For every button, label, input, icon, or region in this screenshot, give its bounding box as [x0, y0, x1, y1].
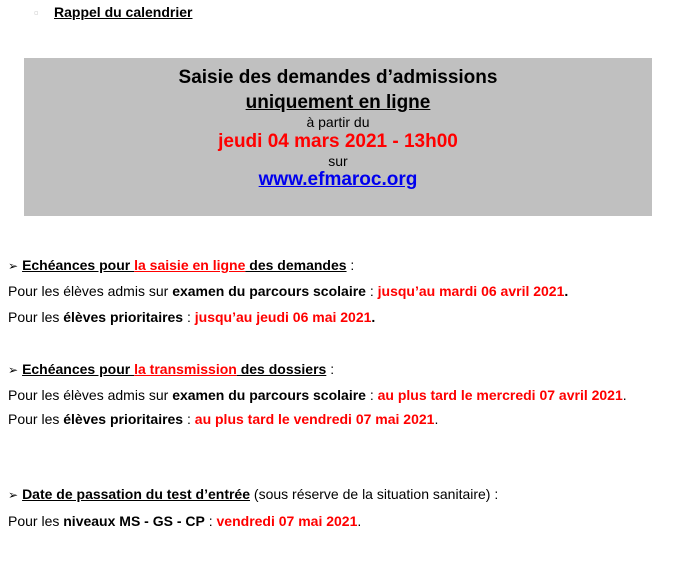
paragraph-exam-students [8, 386, 663, 404]
section-title-colon: : [326, 361, 335, 377]
section-online-deadlines [8, 256, 663, 326]
section-title-part: des demandes [245, 257, 347, 273]
paragraph-levels [8, 512, 663, 530]
box-line-on: sur [328, 153, 348, 169]
text: : [365, 283, 378, 299]
paragraph-priority-students [8, 308, 663, 326]
text: . [371, 309, 376, 325]
text: Pour les élèves admis sur [8, 387, 173, 403]
deadline-text: jusqu’au mardi 06 avril 2021 [377, 283, 565, 299]
header-title: Rappel du calendrier [54, 4, 193, 20]
box-line-date: jeudi 04 mars 2021 - 13h00 [218, 131, 458, 152]
arrow-right-icon: ➢ [8, 488, 19, 502]
paragraph-exam-students [8, 282, 663, 300]
text: . [357, 513, 362, 529]
page-header [34, 4, 192, 20]
arrow-right-icon: ➢ [8, 363, 19, 377]
announcement-box [24, 58, 652, 216]
bold-text: examen du parcours scolaire [172, 387, 366, 403]
text: Pour les [8, 309, 64, 325]
deadline-text: au plus tard le mercredi 07 avril 2021 [377, 387, 623, 403]
box-line-title: Saisie des demandes d’admissions [178, 67, 498, 88]
text: . [564, 283, 569, 299]
text: Pour les [8, 411, 64, 427]
text: . [434, 411, 439, 427]
box-line-online: uniquement en ligne [245, 92, 431, 113]
section-title [8, 360, 663, 379]
text: : [204, 513, 217, 529]
deadline-text: jusqu’au jeudi 06 mai 2021 [194, 309, 372, 325]
section-entrance-test [8, 485, 663, 530]
text: . [622, 387, 627, 403]
section-title-part: Date de passation du test d’entrée [22, 486, 251, 502]
section-title-part: Echéances pour [22, 257, 135, 273]
text: : [365, 387, 378, 403]
section-title-part: des dossiers [236, 361, 327, 377]
bold-text: élèves prioritaires [63, 309, 184, 325]
deadline-text: au plus tard le vendredi 07 mai 2021 [194, 411, 435, 427]
text: : [183, 411, 195, 427]
section-title-highlight: la transmission [134, 361, 237, 377]
paragraph-priority-students [8, 410, 663, 428]
text: : [183, 309, 195, 325]
section-title-colon: : [346, 257, 355, 273]
section-title-highlight: la saisie en ligne [134, 257, 246, 273]
box-line-from: à partir du [306, 114, 370, 130]
arrow-right-icon: ➢ [8, 259, 19, 273]
test-date-text: vendredi 07 mai 2021 [216, 513, 358, 529]
section-title [8, 256, 663, 275]
section-title [8, 485, 663, 504]
bold-text: élèves prioritaires [63, 411, 184, 427]
section-title-part: Echéances pour [22, 361, 135, 377]
website-link[interactable]: www.efmaroc.org [258, 169, 418, 190]
text: Pour les élèves admis sur [8, 283, 173, 299]
bold-text: examen du parcours scolaire [172, 283, 366, 299]
bold-text: niveaux MS - GS - CP [63, 513, 205, 529]
text: Pour les [8, 513, 64, 529]
section-transmission-deadlines [8, 360, 663, 428]
page-icon: ▫ [34, 4, 39, 20]
section-title-note: (sous réserve de la situation sanitaire) : [250, 486, 499, 502]
